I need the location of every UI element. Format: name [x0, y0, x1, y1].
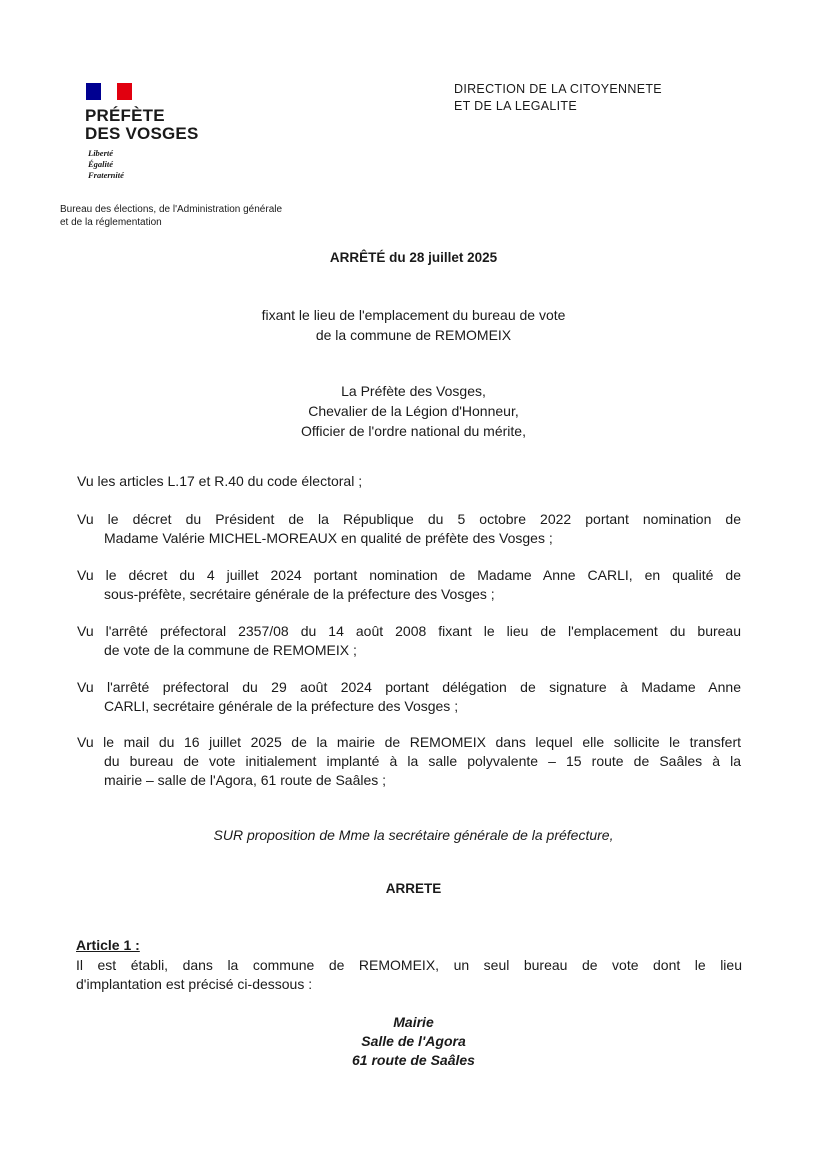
republic-motto	[88, 148, 124, 181]
direction-line2: ET DE LA LEGALITE	[454, 99, 577, 113]
prefecture-name-line1: PRÉFÈTE	[85, 106, 165, 125]
direction-line1: DIRECTION DE LA CITOYENNETE	[454, 82, 662, 96]
document-title: ARRÊTÉ du 28 juillet 2025	[329, 250, 498, 265]
decree-heading: ARRETE	[385, 881, 442, 896]
subject-line2: de la commune de REMOMEIX	[315, 327, 512, 343]
flag-blue-stripe	[86, 83, 101, 100]
article-1-heading: Article 1 :	[76, 937, 140, 953]
signing-authority	[0, 381, 827, 441]
prefecture-name	[85, 107, 198, 143]
authority-line3: Officier de l'ordre national du mérite,	[301, 423, 526, 439]
authority-line2: Chevalier de la Légion d'Honneur,	[308, 403, 519, 419]
location-line1: Mairie	[393, 1014, 434, 1030]
visa-clause-6-line3: mairie – salle de l'Agora, 61 route de Saâles ;	[104, 772, 387, 788]
visa-clause-3-line1: Vu le décret du 4 juillet 2024 portant nomination de Madame Anne CARLI, en qualité de	[77, 567, 741, 583]
polling-location	[0, 1013, 827, 1070]
visa-clause-3-line2: sous-préfète, secrétaire générale de la préfecture des Vosges ;	[104, 586, 495, 602]
visa-clause-6	[77, 733, 741, 790]
subject-line1: fixant le lieu de l'emplacement du bureau de vote	[261, 307, 566, 323]
proposition-line: SUR proposition de Mme la secrétaire générale de la préfecture,	[213, 827, 614, 843]
authority-line1: La Préfète des Vosges,	[341, 383, 486, 399]
visa-clause-1-line1: Vu les articles L.17 et R.40 du code électoral ;	[77, 473, 363, 489]
french-flag-logo	[86, 83, 132, 100]
visa-clause-6-line2: du bureau de vote initialement implanté à la salle polyvalente – 15 route de Saâles à la	[104, 753, 741, 769]
prefecture-name-line2: DES VOSGES	[85, 124, 199, 143]
motto-liberte: Liberté	[88, 148, 114, 158]
bureau-line2: et de la réglementation	[60, 217, 162, 228]
flag-white-stripe	[101, 83, 116, 100]
bureau-line1: Bureau des élections, de l'Administration générale	[60, 204, 283, 215]
location-line3: 61 route de Saâles	[352, 1052, 475, 1068]
visa-clause-6-line1: Vu le mail du 16 juillet 2025 de la mairie de REMOMEIX dans lequel elle sollicite le transfert	[77, 734, 741, 750]
article-1-text	[76, 956, 742, 994]
direction-header	[454, 81, 662, 115]
visa-clause-2-line1: Vu le décret du Président de la République du 5 octobre 2022 portant nomination de	[77, 511, 741, 527]
visa-clause-1	[77, 472, 741, 491]
visa-clause-4-line2: de vote de la commune de REMOMEIX ;	[104, 642, 357, 658]
motto-fraternite: Fraternité	[88, 170, 124, 180]
flag-red-stripe	[117, 83, 132, 100]
motto-egalite: Égalité	[88, 159, 114, 169]
article-1-line1: Il est établi, dans la commune de REMOMEIX, un seul bureau de vote dont le lieu	[76, 957, 742, 973]
article-1-line2: d'implantation est précisé ci-dessous :	[76, 976, 313, 992]
visa-clause-3	[77, 566, 741, 604]
visa-clause-4-line1: Vu l'arrêté préfectoral 2357/08 du 14 août 2008 fixant le lieu de l'emplacement du bureau	[77, 623, 741, 639]
visa-clause-5-line2: CARLI, secrétaire générale de la préfecture des Vosges ;	[104, 698, 459, 714]
visa-clause-2	[77, 510, 741, 548]
visa-clause-5	[77, 678, 741, 716]
bureau-label	[60, 203, 282, 229]
visa-clause-4	[77, 622, 741, 660]
visa-clause-5-line1: Vu l'arrêté préfectoral du 29 août 2024 portant délégation de signature à Madame Anne	[77, 679, 741, 695]
location-line2: Salle de l'Agora	[361, 1033, 466, 1049]
visa-clause-2-line2: Madame Valérie MICHEL-MOREAUX en qualité de préfète des Vosges ;	[104, 530, 553, 546]
document-subject	[0, 305, 827, 345]
